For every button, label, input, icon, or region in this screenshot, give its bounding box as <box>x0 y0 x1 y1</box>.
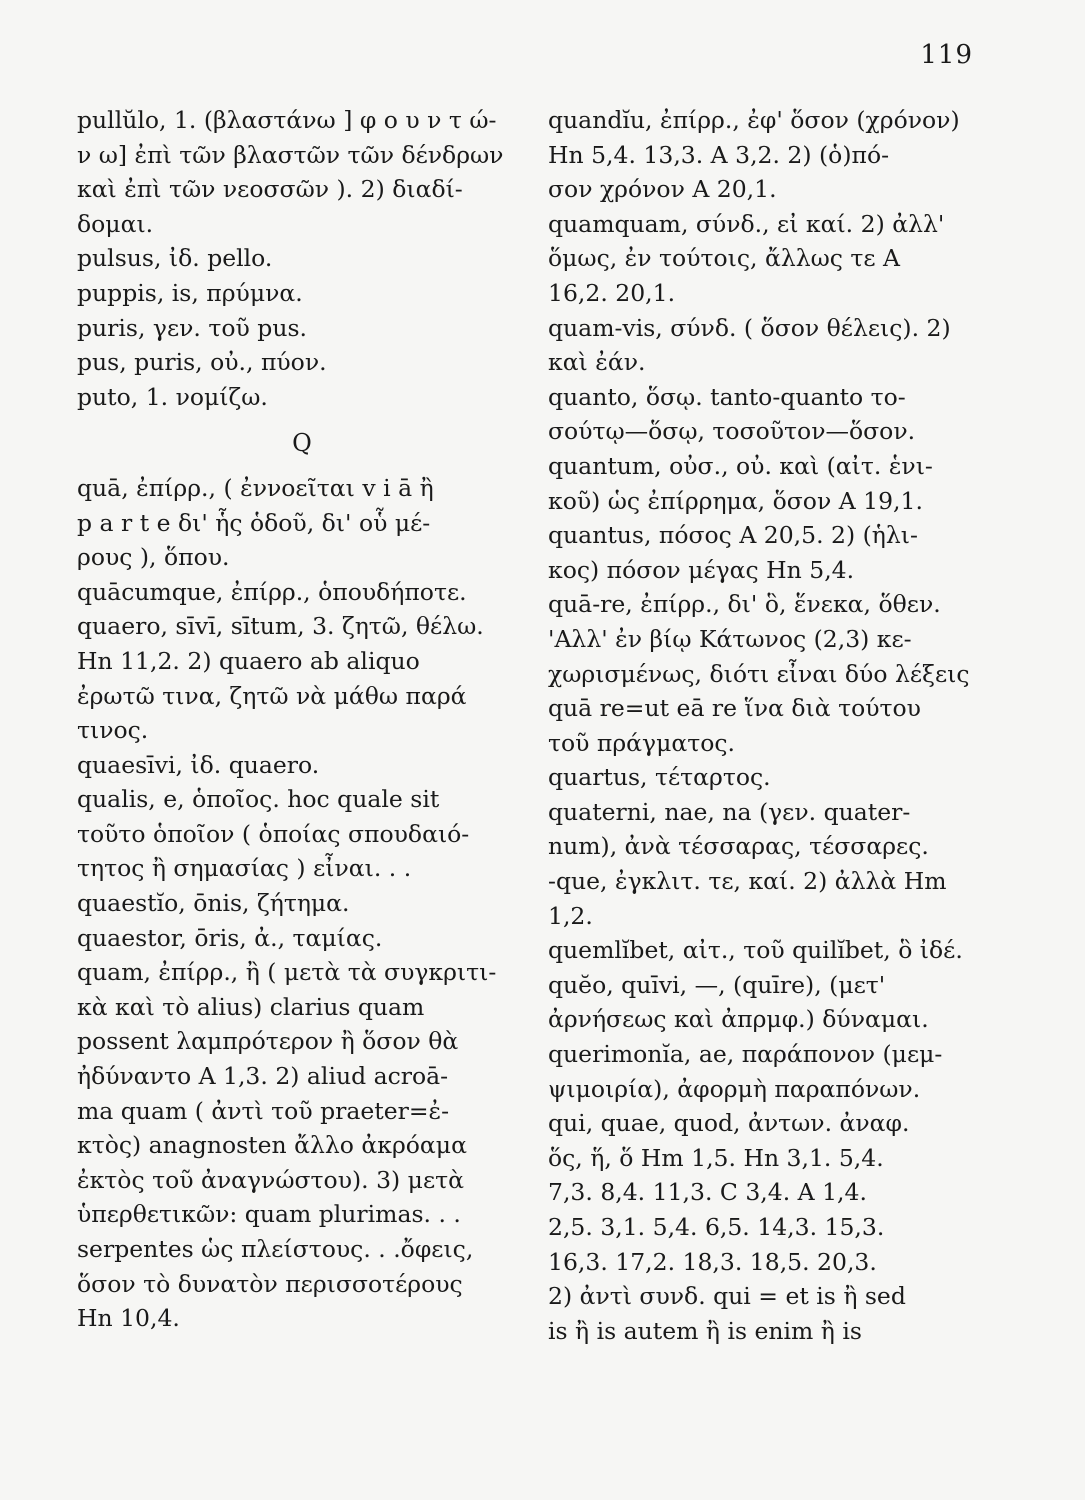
dictionary-line: quanto, ὅσῳ. tanto-quanto το- <box>548 382 906 411</box>
dictionary-line: 16,3. 17,2. 18,3. 18,5. 20,3. <box>548 1247 877 1276</box>
dictionary-line: quaestĭo, ōnis, ζήτημα. <box>77 889 350 918</box>
dictionary-line: τινος. <box>77 716 149 745</box>
dictionary-line: puppis, is, πρύμνα. <box>77 278 303 307</box>
dictionary-line: serpentes ὡς πλείστους. . .ὄφεις, <box>77 1235 474 1263</box>
dictionary-line: σον χρόνον A 20,1. <box>548 175 777 204</box>
left-column <box>77 103 517 1336</box>
dictionary-line: 7,3. 8,4. 11,3. C 3,4. A 1,4. <box>548 1178 867 1207</box>
dictionary-line: ἠδύναντο A 1,3. 2) aliud acroā- <box>77 1062 449 1091</box>
dictionary-line: ρους ), ὅπου. <box>77 543 230 572</box>
dictionary-line: κος) πόσον μέγας Hn 5,4. <box>548 555 855 584</box>
dictionary-line: -que, ἐγκλιτ. τε, καί. 2) ἀλλὰ Hm <box>548 867 947 896</box>
dictionary-line: ὑπερθετικῶν: quam plurimas. . . <box>77 1200 461 1229</box>
dictionary-line: p a r t e δι' ἧς ὁδοῦ, δι' οὗ μέ- <box>77 508 431 537</box>
dictionary-line: quantus, πόσος A 20,5. 2) (ἡλι- <box>548 521 918 550</box>
dictionary-line: ἐρωτῶ τινα, ζητῶ νὰ μάθω παρά <box>77 681 467 710</box>
dictionary-line: quaero, sīvī, sītum, 3. ζητῶ, θέλω. <box>77 612 484 641</box>
dictionary-line: quartus, τέταρτος. <box>548 763 771 792</box>
dictionary-line: καὶ ἐάν. <box>548 348 646 377</box>
dictionary-line: καὶ ἐπὶ τῶν νεοσσῶν ). 2) διαδί- <box>77 175 463 204</box>
dictionary-line: pullŭlo, 1. (βλαστάνω ] φ ο υ ν τ ώ- <box>77 106 497 134</box>
dictionary-line: ἀρνήσεως καὶ ἀπρμφ.) δύναμαι. <box>548 1005 929 1034</box>
dictionary-line: puris, γεν. τοῦ pus. <box>77 313 307 342</box>
dictionary-line: is ἢ is autem ἢ is enim ἢ is <box>548 1316 862 1345</box>
dictionary-line: σούτῳ—ὅσῳ, τοσοῦτον—ὅσον. <box>548 417 916 446</box>
dictionary-line: quā-re, ἐπίρρ., δι' ὃ, ἕνεκα, ὅθεν. <box>548 590 941 619</box>
dictionary-line: querimonĭa, ae, παράπονον (μεμ- <box>548 1040 943 1069</box>
dictionary-line: ν ω] ἐπὶ τῶν βλαστῶν τῶν δένδρων <box>77 140 504 169</box>
dictionary-line: pulsus, ἰδ. pello. <box>77 244 273 273</box>
dictionary-line: quā re=ut eā re ἵνα διὰ τούτου <box>548 694 921 723</box>
dictionary-line: quamquam, σύνδ., εἰ καί. 2) ἀλλ' <box>548 209 945 238</box>
dictionary-line: quā, ἐπίρρ., ( ἐννοεῖται v i ā ἢ <box>77 473 434 502</box>
dictionary-line: κὰ καὶ τὸ alius) clarius quam <box>77 992 425 1021</box>
dictionary-line: τοῦ πράγματος. <box>548 728 736 757</box>
dictionary-line: ψιμοιρία), ἀφορμὴ παραπόνων. <box>548 1074 921 1103</box>
dictionary-line: quam-vis, σύνδ. ( ὅσον θέλεις). 2) <box>548 313 951 342</box>
dictionary-line: τοῦτο ὁποῖον ( ὁποίας σπουδαιό- <box>77 819 470 848</box>
dictionary-line: ὅσον τὸ δυνατὸν περισσοτέρους <box>77 1269 463 1298</box>
dictionary-line: quam, ἐπίρρ., ἢ ( μετὰ τὰ συγκριτι- <box>77 958 497 987</box>
dictionary-line: quācumque, ἐπίρρ., ὁπουδήποτε. <box>77 577 467 606</box>
dictionary-line: possent λαμπρότερον ἢ ὅσον θὰ <box>77 1027 459 1056</box>
dictionary-line: num), ἀνὰ τέσσαρας, τέσσαρες. <box>548 832 929 861</box>
page-number: 119 <box>920 40 973 70</box>
dictionary-line: quaterni, nae, na (γεν. quater- <box>548 797 911 826</box>
dictionary-line: quemlĭbet, αἰτ., τοῦ quilĭbet, ὃ ἰδέ. <box>548 936 963 965</box>
dictionary-line: quandĭu, ἐπίρρ., ἐφ' ὅσον (χρόνον) <box>548 106 960 134</box>
dictionary-line: quaestor, ōris, ἀ., ταμίας. <box>77 923 383 952</box>
dictionary-line: 2) ἀντὶ συνδ. qui = et is ἢ sed <box>548 1282 906 1311</box>
dictionary-line: puto, 1. νομίζω. <box>77 382 268 411</box>
dictionary-line: Hn 10,4. <box>77 1304 180 1333</box>
dictionary-line: ὅς, ἥ, ὅ Hm 1,5. Hn 3,1. 5,4. <box>548 1143 884 1172</box>
dictionary-line: Hn 5,4. 13,3. A 3,2. 2) (ὁ)πό- <box>548 140 890 169</box>
dictionary-line: qualis, e, ὁποῖος. hoc quale sit <box>77 785 440 814</box>
dictionary-line: κτὸς) anagnosten ἄλλο ἀκρόαμα <box>77 1131 467 1160</box>
section-letter-heading: Q <box>292 429 312 458</box>
dictionary-line: ἐκτὸς τοῦ ἀναγνώστου). 3) μετὰ <box>77 1165 464 1194</box>
dictionary-line: 16,2. 20,1. <box>548 278 676 307</box>
dictionary-line: χωρισμένως, διότι εἶναι δύο λέξεις <box>548 659 970 688</box>
dictionary-line: qui, quae, quod, ἀντων. ἀναφ. <box>548 1109 910 1138</box>
dictionary-line: quĕo, quīvi, —, (quīre), (μετ' <box>548 970 886 999</box>
dictionary-line: κοῦ) ὡς ἐπίρρημα, ὅσον A 19,1. <box>548 486 923 515</box>
right-column <box>548 103 996 1348</box>
dictionary-line: τητος ἢ σημασίας ) εἶναι. . . <box>77 854 412 883</box>
dictionary-line: 2,5. 3,1. 5,4. 6,5. 14,3. 15,3. <box>548 1213 885 1241</box>
dictionary-line: ma quam ( ἀντὶ τοῦ praeter=ἐ- <box>77 1096 450 1125</box>
dictionary-line: δομαι. <box>77 209 154 238</box>
dictionary-line: 1,2. <box>548 901 593 930</box>
dictionary-line: quantum, οὐσ., οὐ. καὶ (αἰτ. ἑνι- <box>548 451 933 480</box>
dictionary-line: ὅμως, ἐν τούτοις, ἄλλως τε A <box>548 244 901 273</box>
dictionary-line: 'Αλλ' ἐν βίῳ Κάτωνος (2,3) κε- <box>548 624 912 653</box>
dictionary-line: Hn 11,2. 2) quaero ab aliquo <box>77 646 420 675</box>
dictionary-line: pus, puris, οὐ., πύον. <box>77 348 327 377</box>
dictionary-line: quaesīvi, ἰδ. quaero. <box>77 750 320 779</box>
